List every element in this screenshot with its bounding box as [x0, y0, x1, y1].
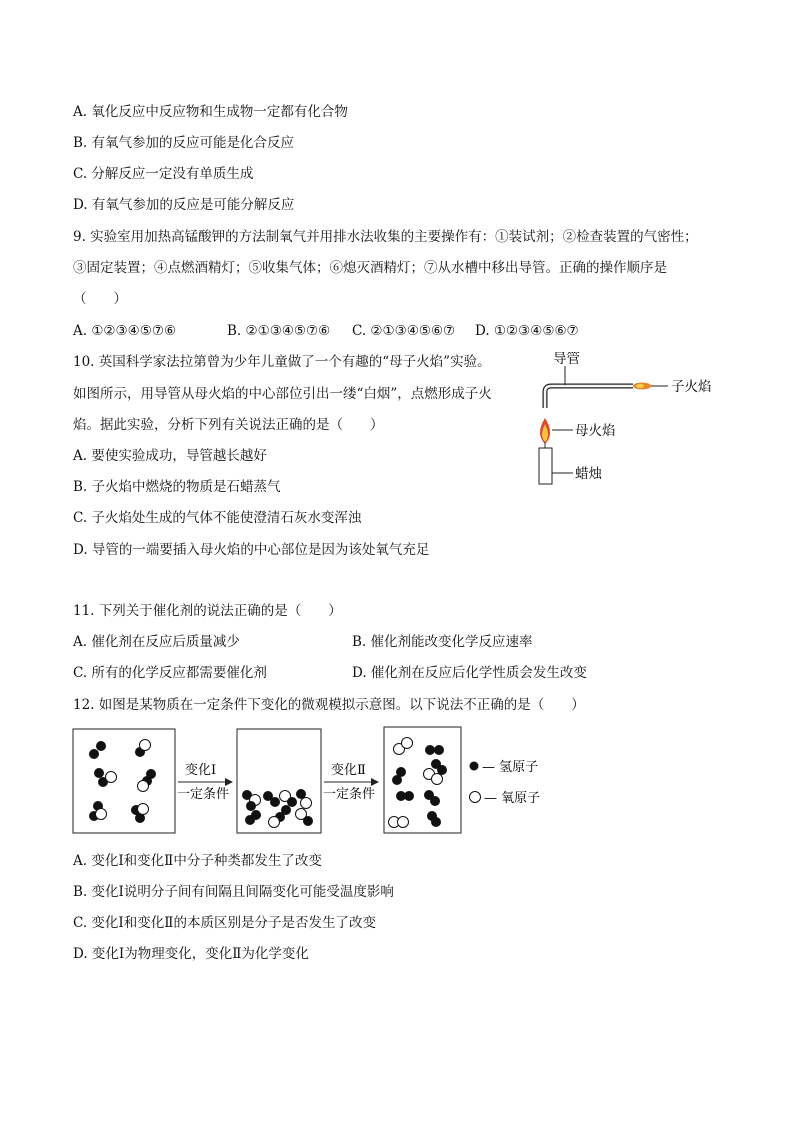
q10-stem-line3: 焰。据此实验，分析下列有关说法正确的是（ ） — [73, 417, 384, 433]
q8-option-b: B. 有氧气参加的反应可能是化合反应 — [73, 135, 295, 151]
q8-option-c: C. 分解反应一定没有单质生成 — [73, 166, 254, 182]
box-before — [73, 729, 175, 833]
change2-bottom-label: 一定条件 — [323, 787, 376, 802]
q8-option-a: A. 氧化反应中反应物和生成物一定都有化合物 — [73, 104, 348, 120]
q9-option-c: C. ②①③④⑤⑥⑦ — [352, 323, 456, 339]
q10-candle-figure — [525, 352, 725, 492]
legend-oxygen-label: — 氧原子 — [484, 791, 541, 806]
q11-option-d: D. 催化剂在反应后化学性质会发生改变 — [352, 665, 587, 681]
q9-option-b: B. ②①③④⑤⑦⑥ — [227, 323, 331, 339]
q10-stem-line1: 10. 英国科学家法拉第曾为少年儿童做了一个有趣的“母子火焰”实验。 — [73, 354, 491, 370]
legend-hydrogen-dot — [470, 762, 479, 771]
q8-option-d: D. 有氧气参加的反应是可能分解反应 — [73, 197, 295, 213]
legend-oxygen-dot — [470, 792, 481, 803]
q10-option-c: C. 子火焰处生成的气体不能使澄清石灰水变浑浊 — [73, 510, 362, 526]
q9-stem-line3: （ ） — [73, 291, 127, 307]
label-mother-flame: 母火焰 — [575, 423, 616, 439]
label-candle: 蜡烛 — [575, 466, 602, 482]
q11-option-a: A. 催化剂在反应后质量减少 — [73, 634, 240, 650]
delivery-tube — [545, 386, 633, 408]
q10-option-d: D. 导管的一端要插入母火焰的中心部位是因为该处氧气充足 — [73, 542, 430, 558]
q10-option-a: A. 要使实验成功，导管越长越好 — [73, 448, 267, 464]
q9-stem-line1: 9. 实验室用加热高锰酸钾的方法制氧气并用排水法收集的主要操作有：①装试剂；②检查装置的气密性； — [73, 229, 698, 245]
candle — [539, 448, 552, 484]
q12-option-d: D. 变化Ⅰ为物理变化，变化Ⅱ为化学变化 — [73, 946, 309, 962]
label-child-flame: 子火焰 — [671, 379, 712, 395]
q11-option-b: B. 催化剂能改变化学反应速率 — [352, 634, 533, 650]
change1-top-label: 变化Ⅰ — [185, 763, 217, 778]
q12-molecule-figure — [70, 724, 570, 839]
legend-hydrogen-label: — 氢原子 — [482, 760, 539, 775]
q9-option-d: D. ①②③④⑤⑥⑦ — [475, 323, 579, 339]
q9-stem-line2: ③固定装置；④点燃酒精灯；⑤收集气体；⑥熄灭酒精灯；⑦从水槽中移出导管。正确的操作顺序是 — [73, 260, 667, 276]
label-tube: 导管 — [553, 352, 580, 367]
q12-option-a: A. 变化Ⅰ和变化Ⅱ中分子种类都发生了改变 — [73, 853, 322, 869]
q12-option-c: C. 变化Ⅰ和变化Ⅱ的本质区别是分子是否发生了改变 — [73, 915, 376, 931]
q9-option-a: A. ①②③④⑤⑦⑥ — [73, 323, 177, 339]
q11-stem: 11. 下列关于催化剂的说法正确的是（ ） — [73, 603, 342, 619]
q11-option-c: C. 所有的化学反应都需要催化剂 — [73, 665, 267, 681]
q10-option-b: B. 子火焰中燃烧的物质是石蜡蒸气 — [73, 479, 281, 495]
q12-option-b: B. 变化Ⅰ说明分子间有间隔且间隔变化可能受温度影响 — [73, 884, 394, 900]
q12-stem: 12. 如图是某物质在一定条件下变化的微观模拟示意图。以下说法不正确的是（ ） — [73, 697, 585, 713]
q10-stem-line2: 如图所示，用导管从母火焰的中心部位引出一缕“白烟”，点燃形成子火 — [73, 386, 492, 402]
change1-bottom-label: 一定条件 — [177, 787, 230, 802]
change2-top-label: 变化Ⅱ — [331, 763, 366, 778]
